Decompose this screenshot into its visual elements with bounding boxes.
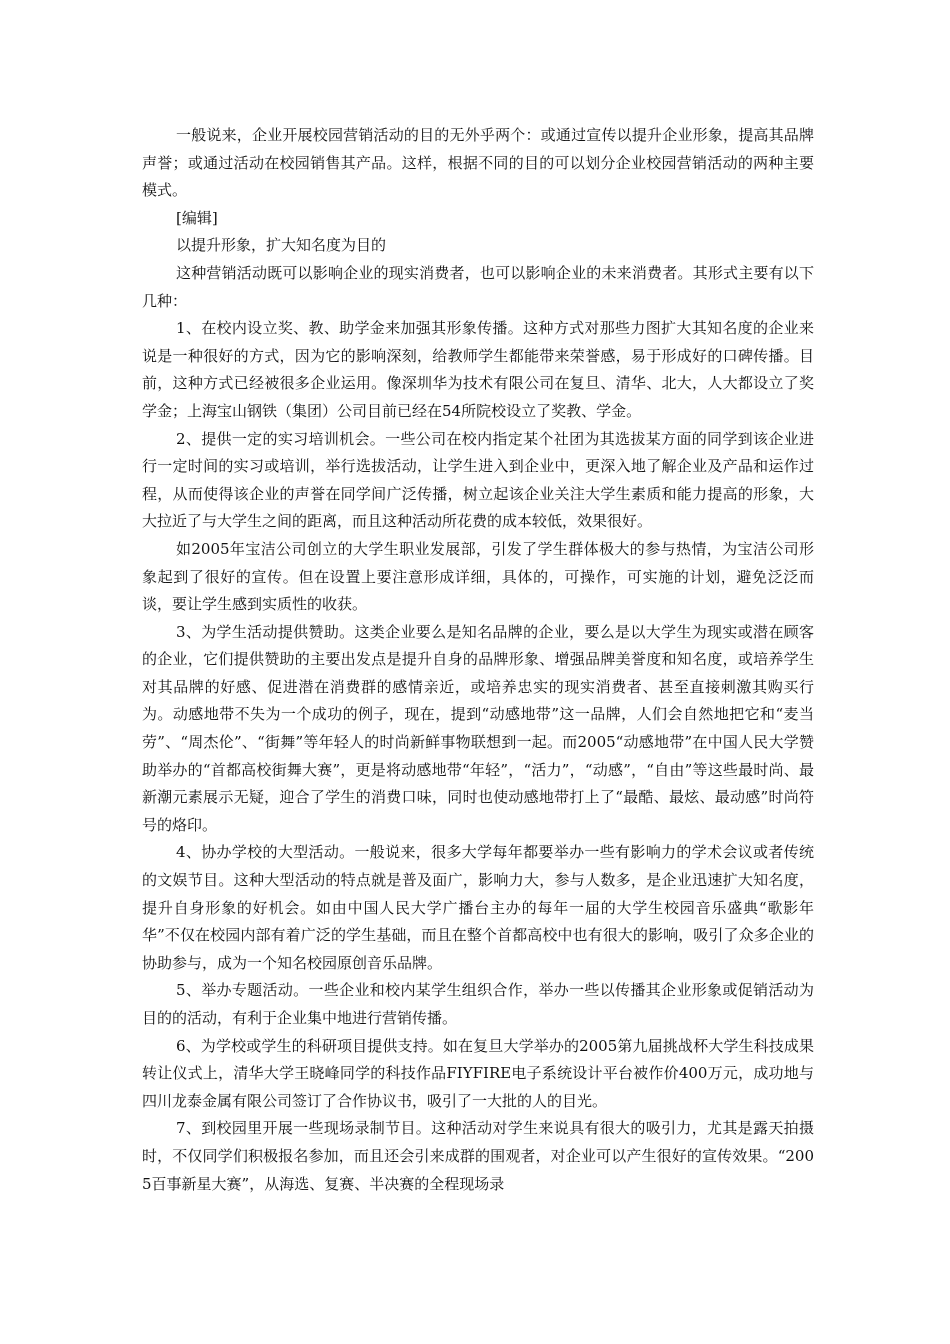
paragraph-example-pg: 如2005年宝洁公司创立的大学生职业发展部，引发了学生群体极大的参与热情，为宝洁公司形象起到了很好的宣传。但在设置上要注意形成详细，具体的，可操作，可实施的计划，避免泛泛而谈，要让学生感到实质性的收获。 bbox=[142, 539, 814, 614]
paragraph-item-1: 1、在校内设立奖、教、助学金来加强其形象传播。这种方式对那些力图扩大其知名度的企业来说是一种很好的方式，因为它的影响深刻，给教师学生都能带来荣誉感，易于形成好的口碑传播。目前，这种方式已经被很多企业运用。像深圳华为技术有限公司在复旦、清华、北大，人大都设立了奖学金；上海宝山钢铁（集团）公司目前已经在54所院校设立了奖教、学金。 bbox=[142, 319, 814, 420]
paragraph-item-2: 2、提供一定的实习培训机会。一些公司在校内指定某个社团为其选拔某方面的同学到该企业进行一定时间的实习或培训，举行选拔活动，让学生进入到企业中，更深入地了解企业及产品和运作过程，从而使得该企业的声誉在同学间广泛传播，树立起该企业关注大学生素质和能力提高的形象，大大拉近了与大学生之间的距离，而且这种活动所花费的成本较低，效果很好。 bbox=[142, 429, 814, 531]
paragraph-item-5: 5、举办专题活动。一些企业和校内某学生组织合作，举办一些以传播其企业形象或促销活动为目的的活动，有利于企业集中地进行营销传播。 bbox=[142, 981, 814, 1027]
paragraph-item-6: 6、为学校或学生的科研项目提供支持。如在复旦大学举办的2005第九届挑战杯大学生科技成果转让仪式上，清华大学王晓峰同学的科技作品FIYFIRE电子系统设计平台被作价400万元，成功地与四川龙泰金属有限公司签订了合作协议书，吸引了一大批的人的目光。 bbox=[142, 1036, 814, 1110]
paragraph-item-7: 7、到校园里开展一些现场录制节目。这种活动对学生来说具有很大的吸引力，尤其是露天拍摄时，不仅同学们积极报名参加，而且还会引来成群的围观者，对企业可以产生很好的宣传效果。“2005百事新星大赛”，从海选、复赛、半决赛的全程现场录 bbox=[142, 1119, 814, 1193]
section-heading: 以提升形象，扩大知名度为目的 bbox=[176, 236, 387, 255]
paragraph-intro: 一般说来，企业开展校园营销活动的目的无外乎两个：或通过宣传以提升企业形象，提高其品牌声誉；或通过活动在校园销售其产品。这样，根据不同的目的可以划分企业校园营销活动的两种主要模式。 bbox=[142, 126, 814, 200]
paragraph-item-3: 3、为学生活动提供赞助。这类企业要么是知名品牌的企业，要么是以大学生为现实或潜在顾客的企业，它们提供赞助的主要出发点是提升自身的品牌形象、增强品牌美誉度和知名度，或培养学生对其品牌的好感、促进潜在消费群的感情亲近，或培养忠实的现实消费者、甚至直接刺激其购买行为。动感地带不失为一个成功的例子，现在，提到“动感地带”这一品牌，人们会自然地把它和“麦当劳”、“周杰伦”、“街舞”等年轻人的时尚新鲜事物联想到一起。而2005“动感地带”在中国人民大学赞助举办的“首都高校街舞大赛”，更是将动感地带“年轻”，“活力”，“动感”，“自由”等这些最时尚、最新潮元素展示无疑，迎合了学生的消费口味，同时也使动感地带打上了“最酷、最炫、最动感”时尚符号的烙印。 bbox=[142, 622, 814, 834]
edit-link[interactable]: [编辑] bbox=[176, 208, 218, 227]
paragraph-item-4: 4、协办学校的大型活动。一般说来，很多大学每年都要举办一些有影响力的学术会议或者传统的文娱节目。这种大型活动的特点就是普及面广，影响力大，参与人数多，是企业迅速扩大知名度，提升自身形象的好机会。如由中国人民大学广播台主办的每年一届的大学生校园音乐盛典“歌影年华”不仅在校园内部有着广泛的学生基础，而且在整个首都高校中也有很大的影响，吸引了众多企业的协助参与，成为一个知名校园原创音乐品牌。 bbox=[142, 843, 814, 972]
paragraph-forms: 这种营销活动既可以影响企业的现实消费者，也可以影响企业的未来消费者。其形式主要有以下几种： bbox=[142, 263, 814, 310]
document-body bbox=[142, 122, 814, 1198]
